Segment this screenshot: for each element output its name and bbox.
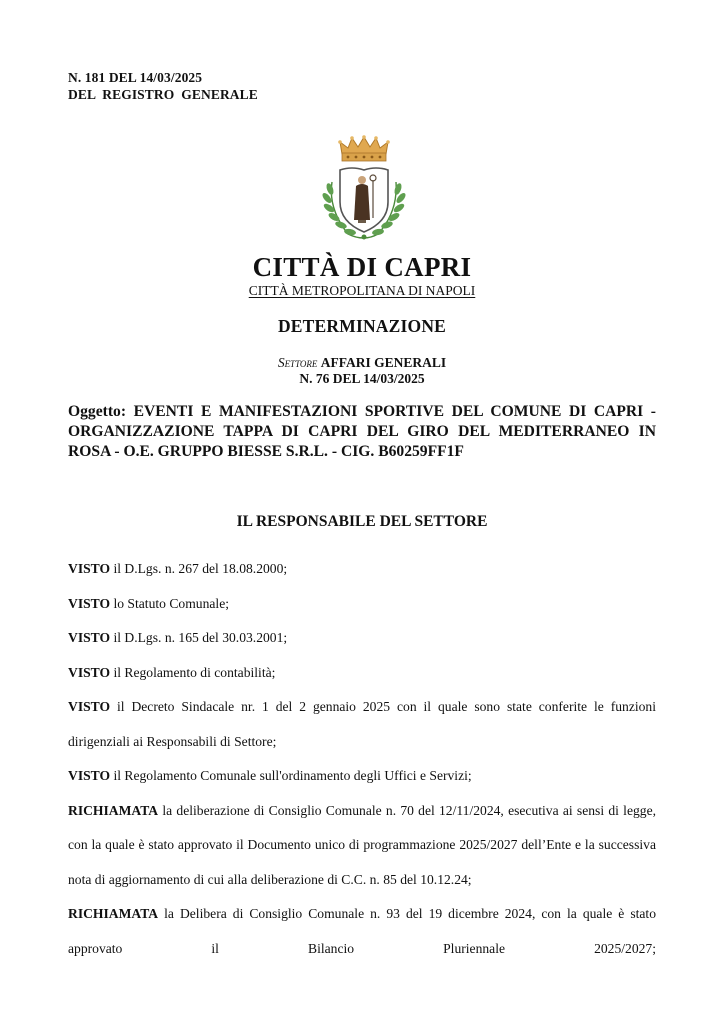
paragraph (68, 552, 656, 587)
paragraph-lead: VISTO (68, 595, 111, 611)
paragraph-lead: VISTO (68, 630, 111, 645)
sector-name: AFFARI GENERALI (320, 355, 447, 370)
registry-label: DEL REGISTRO GENERALE (68, 87, 258, 102)
paragraph-lead: RICHIAMATA (68, 802, 159, 818)
paragraph-lead: RICHIAMATA (68, 906, 159, 921)
paragraph-text: il Decreto Sindacale nr. 1 del 2 gennaio 2025 con il quale sono state conferite le funzioni dirigenziali ai Responsabili di Settore; (68, 699, 656, 749)
paragraph-text: il Regolamento di contabilità; (110, 664, 276, 680)
paragraph (68, 897, 656, 966)
registry-number: N. 181 DEL 14/03/2025 (68, 70, 203, 85)
paragraph-lead: VISTO (68, 699, 111, 714)
city-title: CITTÀ DI CAPRI (252, 252, 472, 282)
registry-header (68, 69, 258, 103)
paragraph (68, 621, 656, 656)
paragraph-lead: VISTO (68, 768, 111, 783)
paragraph (68, 656, 656, 691)
sector-number: N. 76 DEL 14/03/2025 (299, 371, 425, 386)
sector-label: Settore (277, 355, 318, 370)
subject-text: EVENTI E MANIFESTAZIONI SPORTIVE DEL COMUNE DI CAPRI - ORGANIZZAZIONE TAPPA DI CAPRI DEL GIRO DEL MEDITERRANEO IN ROSA - O.E. GRUPPO BIESSE S.R.L. - CIG. B60259FF1F (68, 403, 656, 460)
municipal-coat-of-arms-icon (318, 134, 410, 246)
sector-block (0, 355, 724, 387)
paragraph (68, 794, 656, 898)
paragraph-lead: VISTO (68, 664, 111, 680)
subject-block (68, 402, 656, 462)
section-title: IL RESPONSABILE DEL SETTORE (236, 513, 488, 530)
metro-subtitle-text: CITTÀ METROPOLITANA DI NAPOLI (248, 283, 476, 298)
paragraph-text: il D.Lgs. n. 267 del 18.08.2000; (110, 561, 288, 576)
metro-subtitle (0, 283, 724, 299)
paragraph (68, 587, 656, 622)
paragraph-text: la Delibera di Consiglio Comunale n. 93 del 19 dicembre 2024, con la quale è stato approvato il Bilancio Pluriennale 2025/2027; (68, 906, 656, 956)
paragraph (68, 690, 656, 759)
paragraph-text: la deliberazione di Consiglio Comunale n. 70 del 12/11/2024, esecutiva ai sensi di legge, con la quale è stato approvato il Documento unico di programmazione 2025/2027 dell’Ente e la successiva nota di aggiornamento di cui alla deliberazione di C.C. n. 85 del 10.12.24; (68, 802, 656, 887)
paragraph-text: il Regolamento Comunale sull'ordinamento degli Uffici e Servizi; (110, 768, 472, 783)
paragraph-text: lo Statuto Comunale; (110, 595, 230, 611)
document-type-title: DETERMINAZIONE (277, 316, 447, 336)
subject-label: Oggetto: (68, 403, 127, 420)
paragraph-lead: VISTO (68, 561, 111, 576)
crown-icon (338, 135, 390, 161)
paragraph-text: il D.Lgs. n. 165 del 30.03.2001; (110, 630, 288, 645)
document-body (68, 552, 656, 966)
paragraph (68, 759, 656, 794)
